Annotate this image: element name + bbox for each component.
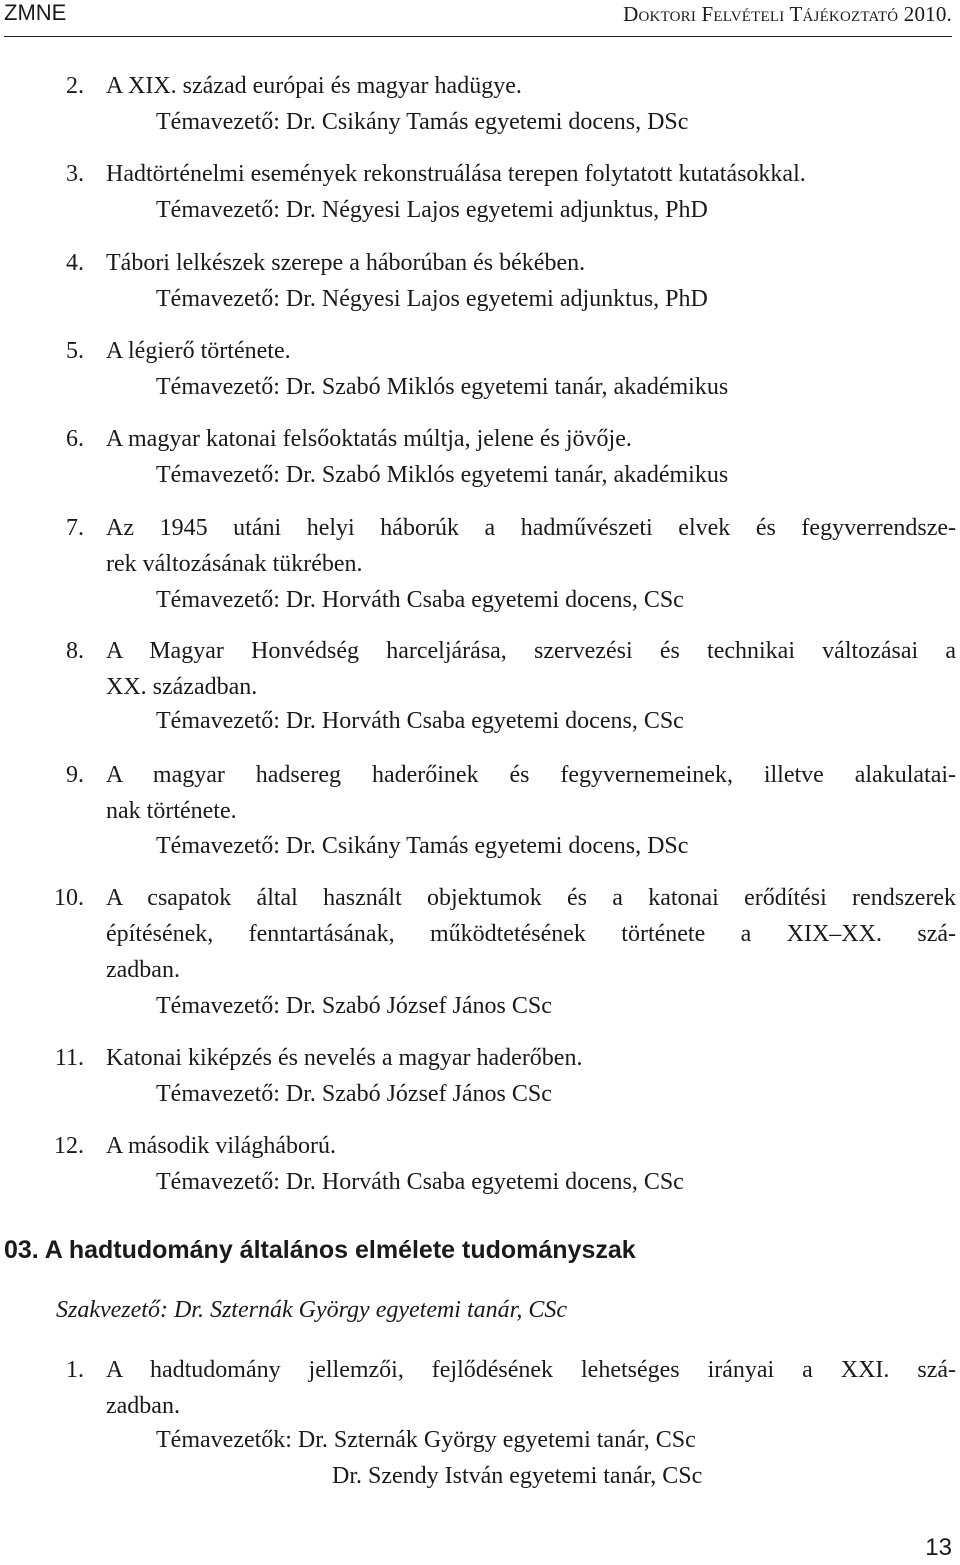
item-number: 7. xyxy=(66,515,84,541)
item-title-line: A csapatok által használt objektumok és a katonai erődítési rendszerek xyxy=(106,885,956,911)
item-title-line: A Magyar Honvédség harceljárása, szervezési és technikai változásai a xyxy=(106,638,956,664)
item-title-line: A magyar hadsereg haderőinek és fegyvernemeinek, illetve alakulatai- xyxy=(106,762,956,788)
item-title-line: Hadtörténelmi események rekonstruálása terepen folytatott kutatásokkal. xyxy=(106,161,806,187)
item-supervisor: Témavezető: Dr. Csikány Tamás egyetemi docens, DSc xyxy=(156,833,689,859)
item-supervisor: Témavezető: Dr. Szabó József János CSc xyxy=(156,1081,552,1107)
item-number: 11. xyxy=(54,1045,84,1071)
item-supervisor: Témavezető: Dr. Szabó Miklós egyetemi tanár, akadémikus xyxy=(156,462,729,488)
running-header xyxy=(4,0,952,37)
item-supervisor: Témavezető: Dr. Négyesi Lajos egyetemi adjunktus, PhD xyxy=(156,286,708,312)
item-supervisor: Témavezető: Dr. Horváth Csaba egyetemi docens, CSc xyxy=(156,587,684,613)
item-number: 12. xyxy=(54,1133,84,1159)
item-title-line: Tábori lelkészek szerepe a háborúban és békében. xyxy=(106,250,586,276)
item-title-line: építésének, fenntartásának, működtetésének története a XIX–XX. szá- xyxy=(106,921,956,947)
item-title-line: rek változásának tükrében. xyxy=(106,551,363,577)
item-number: 10. xyxy=(54,885,84,911)
item-supervisor: Témavezető: Dr. Horváth Csaba egyetemi docens, CSc xyxy=(156,1169,684,1195)
item-number: 3. xyxy=(66,161,84,187)
item-number: 5. xyxy=(66,338,84,364)
item-supervisor: Témavezető: Dr. Horváth Csaba egyetemi docens, CSc xyxy=(156,708,684,734)
item-title-line: Az 1945 utáni helyi háborúk a hadművészeti elvek és fegyverrendsze- xyxy=(106,515,956,541)
item-supervisor: Témavezető: Dr. Szabó József János CSc xyxy=(156,993,552,1019)
item-title-line: XX. században. xyxy=(106,674,258,700)
item-number: 6. xyxy=(66,426,84,452)
header-document-title: Doktori Felvételi Tájékoztató 2010. xyxy=(623,2,952,26)
header-institution: ZMNE xyxy=(4,0,67,25)
item-title-line: Katonai kiképzés és nevelés a magyar haderőben. xyxy=(106,1045,583,1071)
item-title-line: A második világháború. xyxy=(106,1133,336,1159)
item-number: 4. xyxy=(66,250,84,276)
item-number: 8. xyxy=(66,638,84,664)
item-title-line: nak története. xyxy=(106,798,237,824)
item-title-line: zadban. xyxy=(106,1393,180,1419)
section-leader: Szakvezető: Dr. Szternák György egyetemi tanár, CSc xyxy=(56,1297,567,1323)
item-supervisor: Témavezetők: Dr. Szternák György egyetemi tanár, CSc xyxy=(156,1427,696,1453)
item-supervisor: Témavezető: Dr. Csikány Tamás egyetemi docens, DSc xyxy=(156,109,689,135)
item-supervisor: Témavezető: Dr. Négyesi Lajos egyetemi adjunktus, PhD xyxy=(156,197,708,223)
item-title-line: A légierő története. xyxy=(106,338,291,364)
item-number: 9. xyxy=(66,762,84,788)
item-supervisor-second: Dr. Szendy István egyetemi tanár, CSc xyxy=(332,1463,703,1489)
item-title-line: A magyar katonai felsőoktatás múltja, jelene és jövője. xyxy=(106,426,632,452)
item-title-line: zadban. xyxy=(106,957,180,983)
section-heading: 03. A hadtudomány általános elmélete tudományszak xyxy=(4,1236,636,1264)
item-number: 1. xyxy=(66,1357,84,1383)
item-supervisor: Témavezető: Dr. Szabó Miklós egyetemi tanár, akadémikus xyxy=(156,374,729,400)
page-number: 13 xyxy=(925,1534,952,1561)
item-title-line: A XIX. század európai és magyar hadügye. xyxy=(106,73,522,99)
item-title-line: A hadtudomány jellemzői, fejlődésének lehetséges irányai a XXI. szá- xyxy=(106,1357,956,1383)
item-number: 2. xyxy=(66,73,84,99)
